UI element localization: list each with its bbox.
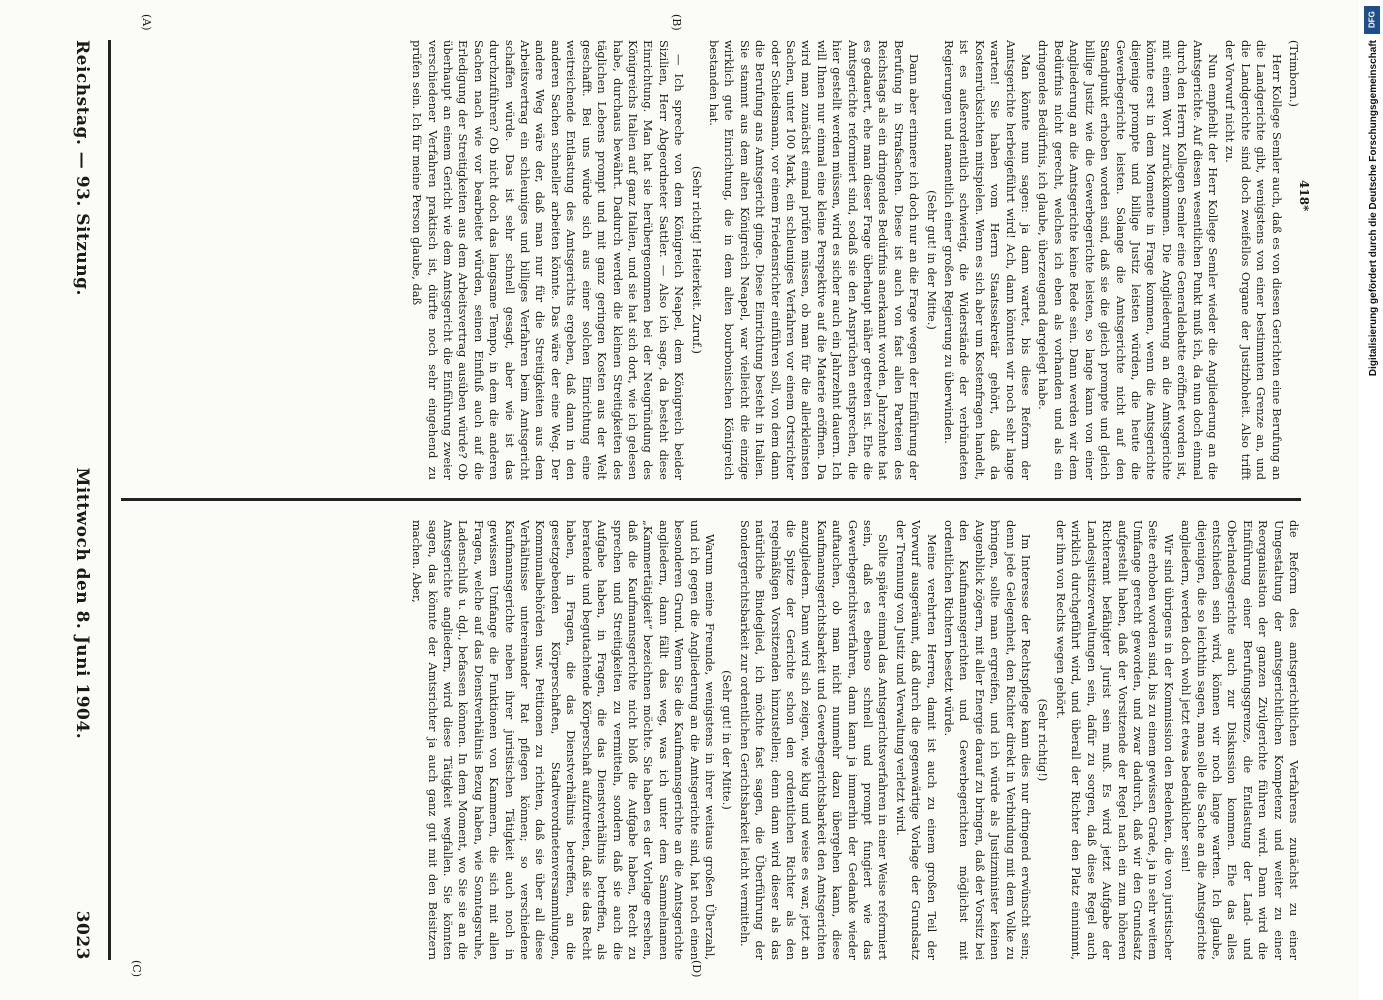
paragraph: Man könnte nun sagen: ja dann wartet, bis diese Reform der Amtsgerichte herbeigeführt wird! Ach, dann könnten wir noch sehr lange warten! Sie haben vom Herrn Staatssekretär gehört, daß da Kostenrücksichten mitspielen. Wenn es sich aber um Kostenfragen handelt, ist es außerordentlich schwierig, die Widerstände der verbündeten Regierungen und namentlich einer großen Regierung zu überwinden. (942, 40, 1034, 480)
header-center: Mittwoch den 8. Juni 1904. (72, 467, 92, 740)
column-divider (121, 498, 1301, 501)
margin-marker-a: (A) (140, 14, 153, 31)
digitization-credit: Digitalisierung gefördert durch die Deutsche Forschungsgemeinschaft (1368, 40, 1379, 377)
paragraph: Im Interesse der Rechtspflege kann dies nur dringend erwünscht sein; denn jede Gelegenheit, den Richter direkt in Verbindung mit dem Volke zu bringen, sollte man ergreifen, und ich würde als Justizminister keinen Augenblick zögern, mit aller Energie darauf zu bringen, daß der Vorsitz bei den Kaufmannsgerichten und Gewerbegerichten möglichst mit ordentlichen Richtern besetzt würde. (942, 520, 1034, 960)
left-text-column (121, 40, 1301, 480)
paragraph: Warum meine Freunde, wenigstens in ihrer weitaus großen Überzahl, und ich gegen die Angliederung an die Amtsgerichte sind, hat noch einen besonderen Grund. Wenn Sie die Kaufmannsgerichte an die Amtsgerichte angliedern, dann fällt das weg, was ich unter dem Sammelnamen „Kammertätigkeit“ bezeichnen möchte. Sie haben es der Vorlage ersehen, daß die Kaufmannsgerichte nicht bloß die Aufgabe haben, Recht zu sprechen und Streitigkeiten zu vermitteln, sondern daß sie auch die Aufgabe haben, in Fragen, die das Dienstverhältnis betreffen, als beratende und begutachtende Körperschaft aufzutreten, daß sie das Recht haben, in Fragen, die das Dienstverhältnis betreffen, an die gesetzgebenden Körperschaften, Stadtverordnetenversammlungen, Kommunalbehörden usw. Petitionen zu richten, daß sie über all diese Verhältnisse untereinander Rat pflegen können; so verschiedene Kaufmannsgerichte neben ihrer juristischen Tätigkeit auch noch in gewissem Umfange die Funktionen von Kammern, die sich mit allen Fragen, welche auf das Dienstverhältnis Bezug haben, wie Sonntagsruhe, Ladenschluß u. dgl., befassen können. In dem Moment, wo Sie sie an die Amtsgerichte angliedern, wird diese Tätigkeit wegfallen. Sie könnten sagen, das könnte der Amtsrichter ja auch ganz gut mit den Beisitzern machen. Aber, (410, 520, 717, 960)
paragraph: Sollte später einmal das Amtsgerichtsverfahren in einer Weise reformiert sein, daß es ebenso schnell und prompt fungiert wie das Gewerbegerichtsverfahren, dann kann ja immerhin der Gedanke wieder auftauchen, ob man nicht nunmehr dazu übergehen kann, diese Kaufmannsgerichtsbarkeit und Gewerbegerichtsbarkeit den Amtsgerichten anzugliedern. Dann wird sich zeigen, wie klug und weise es war, jetzt an die Spitze der Gerichte schon den ordentlichen Richter als den regelmäßigen Vorsitzenden hinzustellen; denn dann wird dieser als das natürliche Bindeglied, ich möchte fast sagen, die Überführung der Sondergerichtsbarkeit zur ordentlichen Gerichtsbarkeit leicht vermitteln. (737, 520, 891, 960)
paragraph: Wir sind übrigens in der Kommission den Bedenken, die von juristischer Seite erhoben worden sind, bis zu einem gewissen Grade, ja in sehr weitem Umfange gerecht geworden, und zwar dadurch, daß wir den Grundsatz aufgestellt haben, daß der Vorsitzende der Regel nach ein zum höheren Richteramt befähigter Jurist sein muß. Es wird jetzt Aufgabe der Landesjustizverwaltungen sein, dafür zu sorgen, daß diese Regel auch wirklich durchgeführt wird, und überall der Richter den Platz einnimmt, der ihm von Rechts wegen gehört. (1053, 520, 1176, 960)
paragraph: (Sehr richtig! Heiterkeit. Zuruf.) (689, 166, 704, 354)
page-header (59, 40, 105, 960)
paragraph: Herr Kollege Semler auch, daß es von diesen Gerichten eine Berufung an die Landgerichte gibt, wenigstens von einer bestimmten Grenze an, und die Landgerichte sind doch zweifellos Organe der Justizhoheit. Also trifft der Vorwurf nicht zu. (1223, 40, 1284, 480)
paragraph: (Sehr richtig!) (1036, 698, 1051, 782)
page-number: 3023 (72, 910, 92, 960)
paragraph: (Sehr gut! in der Mitte.) (720, 670, 735, 810)
right-text-column (121, 520, 1301, 960)
header-rule (108, 40, 111, 960)
margin-marker-b: (B) (670, 14, 683, 31)
margin-marker-d: (D) (690, 960, 703, 978)
paragraph: — Ich spreche von dem Königreich Neapel, dem Königreich beider Sizilien, Herr Abgeordneter Sattler. — Also ich sage, da besteht diese Einrichtung. Man hat sie herübergenommen bei der Neugründung des Königreichs Italien auf ganz Italien, und sie hat sich dort, wie ich gelesen habe, durchaus bewährt. Dadurch werden die kleinen Streitigkeiten des täglichen Lebens prompt und mit ganz geringen Kosten aus der Welt geschafft. Bei uns würde sich aus einer solchen Einrichtung eine weitreichende Entlastung des Amtsgerichts ergeben, daß dann in den anderen Sachen schneller arbeiten könnte. Das wäre der eine Weg. Der andere Weg wäre der, daß man nur für die Streitigkeiten aus dem Arbeitsvertrag ein schleuniges und billiges Verfahren beim Amtsgericht schaffen würde. Das ist sehr schnell gesagt, aber wie ist das durchzuführen? Ob nicht doch das langsame Tempo, in dem die anderen Sachen nach wie vor bearbeitet würden, seinen Einfluß auch auf die Erledigung der Streitigkeiten aus dem Arbeitsvertrag ausüben würde? Ob überhaupt an einem Gericht wie dem Amtsgericht die Einführung zweier verschiedener Verfahren praktisch ist, dürfte noch sehr eingehend zu prüfen sein. Ich für meine Person glaube, daß (410, 40, 687, 480)
header-left: Reichstag. — 93. Sitzung. (72, 40, 92, 296)
paragraph: (Sehr gut! in der Mitte.) (924, 190, 939, 330)
paragraph: die Reform des amtsgerichtlichen Verfahrens zunächst zu einer Umgestaltung der amtsgerichtlichen Kompetenz und weiter zu einer Reorganisation der ganzen Zivilgerichte führen wird. Dann wird die Einführung einer Berufungsgrenze, die Entlastung der Land- und Oberlandesgerichte auch zur Diskussion kommen. Ehe das alles entschieden sein wird, können wir noch lange warten. Ich glaube, diejenigen, die so leichthin sagen, man solle die Sache an die Amtsgerichte angliedern, werden doch wohl jetzt etwas bedenklicher sein! (1179, 520, 1301, 960)
sheet-signature: 418* (1297, 180, 1311, 212)
paragraph: Dann aber erinnere ich doch nur an die Frage wegen der Einführung der Berufung in Strafsachen. Diese ist auch von fast allen Parteien des Reichstags als ein dringendes Bedürfnis anerkannt worden. Jahrzehnte hat es gedauert, ehe man dieser Frage überhaupt näher getreten ist. Ehe die Amtsgerichte reformiert sind, sodaß sie den Ansprüchen entsprechen, die hier gestellt werden müssen, wird es sicher auch ein Jahrzehnt dauern. Ich will Ihnen nur einmal eine kleine Perspektive auf die Materie eröffnen. Da wird man zunächst einmal prüfen müssen, ob man für die allerkleinsten Sachen, unter 100 Mark, ein schleuniges Verfahren vor einem Ortsrichter oder Schiedsmann, vor einem Friedensrichter einführen soll, von dem dann die Berufung ans Amtsgericht ginge. Diese Einrichtung besteht in Italien. Sie stammt aus dem alten Königreich Neapel, war vielleicht die einzige wirklich gute Einrichtung, die in dem alten bourbonischen Königreich bestanden hat. (706, 40, 922, 480)
margin-marker-c: (C) (130, 960, 143, 977)
paragraph: (Trimborn.) (1287, 40, 1301, 107)
paragraph: Nun empfiehlt der Herr Kollege Semler wieder die Angliederung an die Amtsgerichte. Auf diesen wesentlichen Punkt muß ich, da nun doch einmal durch den Herrn Kollegen Semler eine Generaldebatte eröffnet worden ist, mit einem Wort zurückkommen. Die Angliederung an die Amtsgerichte könnte erst in dem Momente in Frage kommen, wenn die Amtsgerichte diejenige prompte und billige Justiz leisten würden, die heute die Gewerbegerichte leisten. Solange die Amtsgerichte nicht auf den Standpunkt erhoben worden sind, daß sie die gleich prompte und gleich billige Justiz wie die Gewerbegerichte leisten, so lange kann von einer Angliederung an die Amtsgerichte keine Rede sein. Dann werden wir dem Bedürfnis nicht gerecht, welches ich eben als vorhanden und als ein dringendes Bedürfnis, ich glaube, überzeugend dargelegt habe. (1036, 40, 1220, 480)
dfg-logo: DFG (1364, 6, 1380, 34)
digitization-sidebar (1359, 0, 1383, 1000)
paragraph: Meine verehrten Herren, damit ist auch zu einem großen Teil der Vorwurf ausgeräumt, daß durch die gegenwärtige Vorlage der Grundsatz der Trennung von Justiz und Verwaltung verletzt wird. (893, 520, 939, 960)
